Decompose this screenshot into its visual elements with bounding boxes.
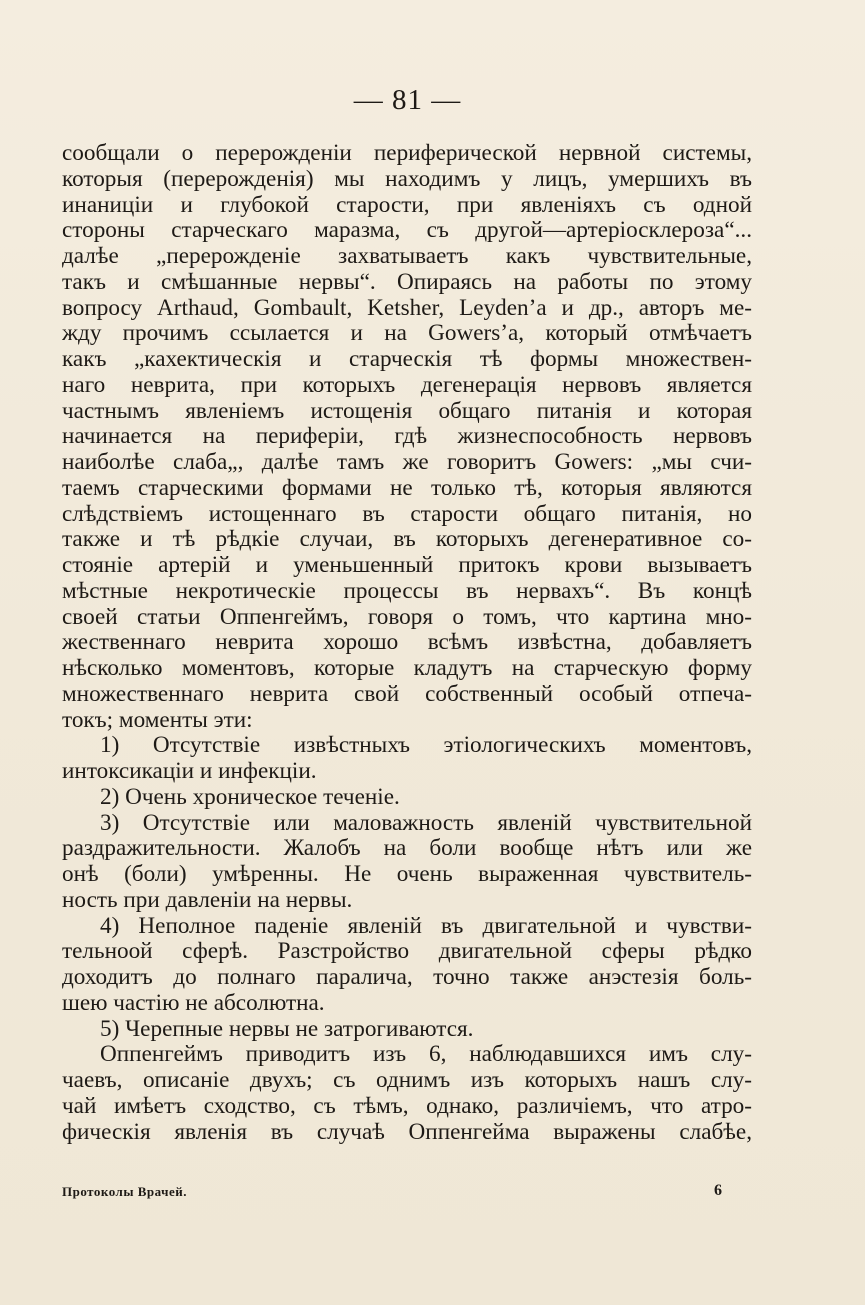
text-line: токъ; моменты эти: — [62, 707, 253, 733]
text-line: стояніе артерій и уменьшенный притокъ крови вызываетъ — [62, 553, 752, 578]
page-number: — 81 — — [353, 84, 462, 116]
text-line: чаевъ, описаніе двухъ; съ однимъ изъ которыхъ нашъ слу- — [62, 1068, 752, 1093]
text-line: чай имѣетъ сходство, съ тѣмъ, однако, различіемъ, что атро- — [62, 1093, 752, 1119]
text-line: своей статьи Оппенгеймъ, говоря о томъ, что картина мно- — [62, 604, 752, 630]
text-line: наиболѣе слаба„, далѣе тамъ же говоритъ Gowers: „мы счи- — [62, 450, 752, 475]
text-line: тельноой сферѣ. Разстройство двигательной сферы рѣдко — [62, 939, 752, 965]
text-line: шею частію не абсолютна. — [62, 990, 325, 1016]
text-line: нѣсколько моментовъ, которые кладутъ на старческую форму — [62, 656, 752, 681]
list-item-5: 5) Черепные нервы не затрогиваются. — [100, 1016, 474, 1042]
text-line: которыя (перерожденія) мы находимъ у лицъ, умершихъ въ — [62, 166, 752, 192]
list-item-1: 1) Отсутствіе извѣстныхъ этіологическихъ моментовъ, — [100, 733, 752, 759]
text-line: интоксикаціи и инфекціи. — [62, 759, 317, 784]
paragraph-start: Оппенгеймъ приводитъ изъ 6, наблюдавшихся имъ слу- — [100, 1042, 752, 1068]
text-line: инаниціи и глубокой старости, при явленіяхъ съ одной — [62, 192, 752, 218]
text-line: раздражительности. Жалобъ на боли вообще нѣтъ или же — [62, 836, 752, 862]
text-line: начинается на периферіи, гдѣ жизнеспособность нервовъ — [62, 424, 752, 450]
text-line: также и тѣ рѣдкіе случаи, въ которыхъ дегенеративное со- — [62, 527, 752, 553]
text-line: мѣстные некротическіе процессы въ нервахъ“. Въ концѣ — [62, 578, 752, 604]
text-line: далѣе „перерожденіе захватываетъ какъ чувствительные, — [62, 244, 752, 269]
text-line: таемъ старческими формами не только тѣ, которыя являются — [62, 475, 752, 501]
text-line: вопросу Arthaud, Gombault, Ketsher, Leyden’a и др., авторъ ме- — [62, 295, 752, 321]
text-line: доходитъ до полнаго паралича, точно также анэстезія боль- — [62, 965, 752, 990]
text-line: жественнаго неврита хорошо всѣмъ извѣстна, добавляетъ — [62, 630, 752, 656]
text-line: множественнаго неврита свой собственный особый отпеча- — [62, 681, 752, 707]
text-line: жду прочимъ ссылается и на Gowers’a, который отмѣчаетъ — [62, 321, 752, 347]
footer-signature: Протоколы Врачей. — [62, 1184, 187, 1199]
text-line: фическія явленія въ случаѣ Оппенгейма выражены слабѣе, — [62, 1119, 752, 1145]
text-line: такъ и смѣшанные нервы“. Опираясь на работы по этому — [62, 269, 752, 295]
list-item-3: 3) Отсутствіе или маловажность явленій чувствительной — [100, 810, 752, 836]
sheet-number: 6 — [714, 1182, 722, 1199]
text-line: частнымъ явленіемъ истощенія общаго питанія и которая — [62, 398, 752, 424]
text-line: какъ „кахектическія и старческія тѣ формы множествен- — [62, 347, 752, 372]
text-line: слѣдствіемъ истощеннаго въ старости общаго питанія, но — [62, 501, 752, 527]
body-text — [62, 141, 752, 1145]
text-line: наго неврита, при которыхъ дегенерація нервовъ является — [62, 372, 752, 398]
text-line: ность при давленіи на нервы. — [62, 887, 353, 913]
list-item-4: 4) Неполное паденіе явленій въ двигательной и чувстви- — [100, 913, 752, 939]
text-line: сообщали о перерожденіи периферической нервной системы, — [62, 141, 752, 166]
text-line: онѣ (боли) умѣренны. Не очень выраженная чувствитель- — [62, 862, 752, 887]
list-item-2: 2) Очень хроническое теченіе. — [100, 784, 400, 810]
text-line: стороны старческаго маразма, съ другой—артеріосклероза“... — [62, 218, 752, 244]
